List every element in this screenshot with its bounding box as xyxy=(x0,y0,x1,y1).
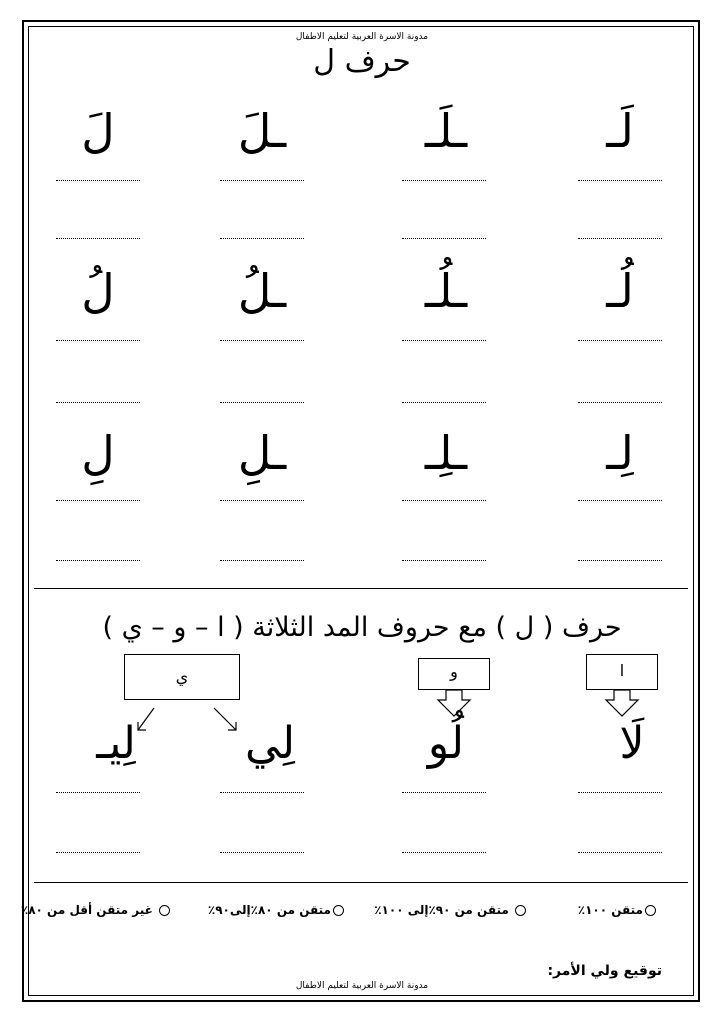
letter-form-isolated-kasra: لِ xyxy=(81,426,115,480)
level-label: متقن من ٩٠٪إلى ١٠٠٪ xyxy=(374,903,509,917)
level-option-90-100[interactable] xyxy=(374,903,528,917)
radio-circle-icon[interactable] xyxy=(333,905,344,916)
evaluation-divider xyxy=(34,882,688,883)
level-label: متقن ١٠٠٪ xyxy=(577,903,643,917)
letter-form-initial-damma: لُـ xyxy=(606,264,634,318)
radio-circle-icon[interactable] xyxy=(645,905,656,916)
radio-circle-icon[interactable] xyxy=(159,905,170,916)
alef-box: ا xyxy=(586,654,658,690)
writing-line[interactable] xyxy=(578,792,662,793)
level-label: متقن من ٨٠٪إلى٩٠٪ xyxy=(207,903,331,917)
yaa-box: ي xyxy=(124,654,240,700)
writing-line[interactable] xyxy=(220,792,304,793)
waw-box: و xyxy=(418,658,490,690)
letter-form-isolated-damma: لُ xyxy=(81,264,115,318)
parent-signature-label: توقيع ولي الأمر: xyxy=(547,963,662,979)
writing-line[interactable] xyxy=(402,792,486,793)
word-laa: لَا xyxy=(619,718,645,769)
madd-section-title: حرف ( ل ) مع حروف المد الثلاثة ( ا – و – ي ) xyxy=(102,612,622,643)
level-option-below-80[interactable] xyxy=(21,903,172,917)
letter-form-final-fatha: ـلَ xyxy=(237,104,287,158)
letter-form-isolated-fatha: لَ xyxy=(81,104,115,158)
writing-line[interactable] xyxy=(578,852,662,853)
writing-line[interactable] xyxy=(220,852,304,853)
word-loo: لُو xyxy=(427,718,465,769)
letter-form-initial-kasra: لِـ xyxy=(606,426,634,480)
footer-blog-name: مدونة الاسرة العربية لتعليم الاطفال xyxy=(295,981,429,991)
level-option-100[interactable] xyxy=(578,903,658,917)
waw-down-arrow-icon xyxy=(438,690,470,716)
word-lee-connected: لِيـ xyxy=(96,718,136,769)
letter-form-medial-kasra: ـلِـ xyxy=(424,426,468,480)
writing-line[interactable] xyxy=(56,852,140,853)
letter-form-medial-damma: ـلُـ xyxy=(424,264,468,318)
letter-form-final-damma: ـلُ xyxy=(237,264,287,318)
letter-form-initial-fatha: لَـ xyxy=(606,104,634,158)
word-lee: لِي xyxy=(244,718,296,769)
writing-line[interactable] xyxy=(402,852,486,853)
level-label: غير متقن أقل من ٨٠٪ xyxy=(20,903,153,917)
radio-circle-icon[interactable] xyxy=(515,905,526,916)
letter-form-medial-fatha: ـلَـ xyxy=(424,104,468,158)
letter-form-final-kasra: ـلِ xyxy=(237,426,287,480)
page-title: حرف ل xyxy=(313,44,411,79)
writing-line[interactable] xyxy=(56,792,140,793)
level-option-80-90[interactable] xyxy=(208,903,346,917)
alef-down-arrow-icon xyxy=(606,690,638,716)
header-blog-name: مدونة الاسرة العربية لتعليم الاطفال xyxy=(295,32,429,42)
